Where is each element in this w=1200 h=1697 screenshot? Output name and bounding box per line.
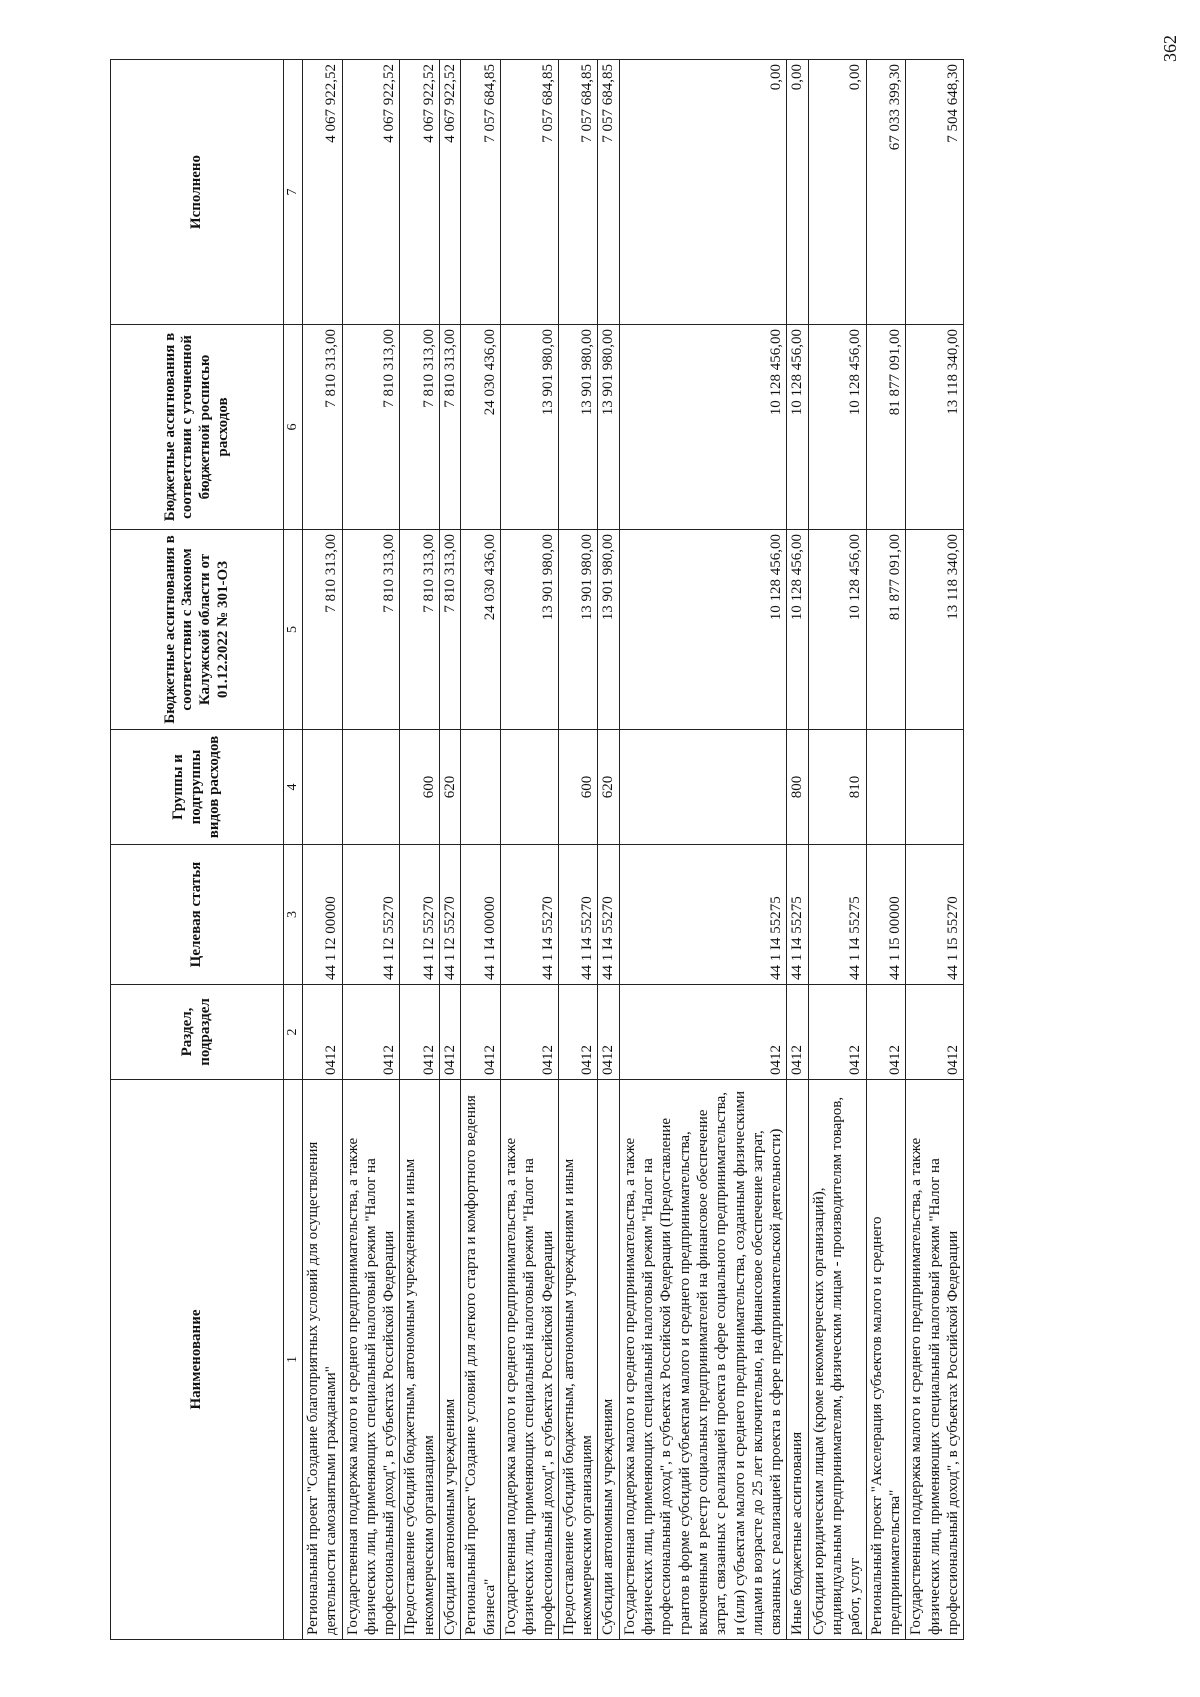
cell-refined-amount: 10 128 456,00 [808, 325, 866, 530]
cell-section: 0412 [400, 985, 440, 1080]
cell-law-amount: 13 118 340,00 [906, 530, 964, 730]
cell-refined-amount: 7 810 313,00 [303, 325, 343, 530]
cell-refined-amount: 13 118 340,00 [906, 325, 964, 530]
cell-group [303, 730, 343, 845]
header-group: Группы и подгруппы видов расходов [111, 730, 284, 845]
cell-target: 44 1 I4 55275 [619, 845, 787, 985]
cell-section: 0412 [558, 985, 598, 1080]
cell-section: 0412 [906, 985, 964, 1080]
cell-name: Региональный проект "Создание условий для легкого старта и комфортного ведения бизнеса" [461, 1080, 501, 1640]
cell-refined-amount: 13 901 980,00 [598, 325, 619, 530]
cell-law-amount: 10 128 456,00 [808, 530, 866, 730]
table-row [787, 60, 808, 1640]
table-row [500, 60, 558, 1640]
cell-law-amount: 7 810 313,00 [400, 530, 440, 730]
cell-target: 44 1 I4 55270 [558, 845, 598, 985]
cell-refined-amount: 7 810 313,00 [440, 325, 461, 530]
cell-group: 800 [787, 730, 808, 845]
column-number: 2 [284, 985, 303, 1080]
cell-group: 620 [440, 730, 461, 845]
cell-executed-amount: 7 057 684,85 [500, 60, 558, 325]
cell-group [866, 730, 906, 845]
cell-group: 810 [808, 730, 866, 845]
cell-name: Иные бюджетные ассигнования [787, 1080, 808, 1640]
cell-law-amount: 13 901 980,00 [598, 530, 619, 730]
cell-target: 44 1 I2 55270 [342, 845, 400, 985]
cell-group [619, 730, 787, 845]
budget-table [110, 59, 964, 1640]
cell-target: 44 1 I4 55270 [598, 845, 619, 985]
cell-name: Региональный проект "Акселерация субъектов малого и среднего предпринимательства" [866, 1080, 906, 1640]
cell-executed-amount: 0,00 [808, 60, 866, 325]
cell-section: 0412 [461, 985, 501, 1080]
cell-section: 0412 [303, 985, 343, 1080]
column-number: 6 [284, 325, 303, 530]
cell-refined-amount: 10 128 456,00 [619, 325, 787, 530]
header-executed: Исполнено [111, 60, 284, 325]
cell-section: 0412 [440, 985, 461, 1080]
cell-group: 600 [558, 730, 598, 845]
cell-name: Субсидии юридическим лицам (кроме некоммерческих организаций), индивидуальным предпринимателям, физическим лицам - производителям товаров, работ, услуг [808, 1080, 866, 1640]
cell-executed-amount: 0,00 [787, 60, 808, 325]
column-number: 5 [284, 530, 303, 730]
cell-group [500, 730, 558, 845]
cell-refined-amount: 81 877 091,00 [866, 325, 906, 530]
cell-section: 0412 [500, 985, 558, 1080]
cell-name: Субсидии автономным учреждениям [598, 1080, 619, 1640]
header-refined: Бюджетные ассигнования в соответствии с уточненной бюджетной росписью расходов [111, 325, 284, 530]
column-number: 7 [284, 60, 303, 325]
cell-refined-amount: 7 810 313,00 [400, 325, 440, 530]
cell-executed-amount: 67 033 399,30 [866, 60, 906, 325]
cell-law-amount: 10 128 456,00 [787, 530, 808, 730]
cell-group [461, 730, 501, 845]
cell-executed-amount: 7 504 648,30 [906, 60, 964, 325]
cell-target: 44 1 I4 55270 [500, 845, 558, 985]
cell-executed-amount: 7 057 684,85 [598, 60, 619, 325]
cell-executed-amount: 7 057 684,85 [461, 60, 501, 325]
cell-executed-amount: 4 067 922,52 [303, 60, 343, 325]
cell-refined-amount: 13 901 980,00 [500, 325, 558, 530]
table-row [558, 60, 598, 1640]
cell-name: Государственная поддержка малого и среднего предпринимательства, а также физических лиц, применяющих специальный налоговый режим "Налог на профессиональный доход", в субъектах Российской Федерации [342, 1080, 400, 1640]
table-row [619, 60, 787, 1640]
table-row [342, 60, 400, 1640]
cell-refined-amount: 24 030 436,00 [461, 325, 501, 530]
cell-target: 44 1 I2 55270 [400, 845, 440, 985]
cell-law-amount: 13 901 980,00 [500, 530, 558, 730]
cell-target: 44 1 I2 00000 [303, 845, 343, 985]
cell-name: Субсидии автономным учреждениям [440, 1080, 461, 1640]
cell-group [342, 730, 400, 845]
cell-section: 0412 [619, 985, 787, 1080]
cell-law-amount: 24 030 436,00 [461, 530, 501, 730]
table-row [866, 60, 906, 1640]
table-body [303, 60, 964, 1640]
column-number: 3 [284, 845, 303, 985]
page-number: 362 [1160, 35, 1180, 62]
cell-executed-amount: 4 067 922,52 [440, 60, 461, 325]
cell-name: Региональный проект "Создание благоприятных условий для осуществления деятельности самозанятыми гражданами" [303, 1080, 343, 1640]
cell-target: 44 1 I4 55275 [808, 845, 866, 985]
cell-executed-amount: 7 057 684,85 [558, 60, 598, 325]
cell-refined-amount: 10 128 456,00 [787, 325, 808, 530]
cell-group [906, 730, 964, 845]
cell-name: Государственная поддержка малого и среднего предпринимательства, а также физических лиц, применяющих специальный налоговый режим "Налог на профессиональный доход", в субъектах Российской Федерации [500, 1080, 558, 1640]
cell-group: 600 [400, 730, 440, 845]
cell-section: 0412 [787, 985, 808, 1080]
table-row [461, 60, 501, 1640]
cell-name: Предоставление субсидий бюджетным, автономным учреждениям и иным некоммерческим организациям [558, 1080, 598, 1640]
cell-name: Государственная поддержка малого и среднего предпринимательства, а также физических лиц, применяющих специальный налоговый режим "Налог на профессиональный доход", в субъектах Российской Федерации [906, 1080, 964, 1640]
cell-target: 44 1 I5 55270 [906, 845, 964, 985]
cell-law-amount: 7 810 313,00 [303, 530, 343, 730]
cell-executed-amount: 0,00 [619, 60, 787, 325]
cell-law-amount: 7 810 313,00 [342, 530, 400, 730]
cell-target: 44 1 I4 55275 [787, 845, 808, 985]
header-target: Целевая статья [111, 845, 284, 985]
table-row [400, 60, 440, 1640]
cell-target: 44 1 I5 00000 [866, 845, 906, 985]
table-row [440, 60, 461, 1640]
header-law: Бюджетные ассигнования в соответствии с Законом Калужской области от 01.12.2022 № 301-ОЗ [111, 530, 284, 730]
cell-section: 0412 [598, 985, 619, 1080]
cell-law-amount: 13 901 980,00 [558, 530, 598, 730]
table-row [906, 60, 964, 1640]
cell-target: 44 1 I2 55270 [440, 845, 461, 985]
cell-section: 0412 [342, 985, 400, 1080]
table-row [303, 60, 343, 1640]
column-number: 1 [284, 1080, 303, 1640]
cell-section: 0412 [808, 985, 866, 1080]
column-number: 4 [284, 730, 303, 845]
header-section: Раздел, подраздел [111, 985, 284, 1080]
table-row [598, 60, 619, 1640]
cell-name: Предоставление субсидий бюджетным, автономным учреждениям и иным некоммерческим организациям [400, 1080, 440, 1640]
cell-law-amount: 10 128 456,00 [619, 530, 787, 730]
rotated-table-wrapper [110, 60, 1090, 1640]
cell-law-amount: 7 810 313,00 [440, 530, 461, 730]
table-row [808, 60, 866, 1640]
cell-law-amount: 81 877 091,00 [866, 530, 906, 730]
header-name: Наименование [111, 1080, 284, 1640]
cell-refined-amount: 13 901 980,00 [558, 325, 598, 530]
cell-name: Государственная поддержка малого и среднего предпринимательства, а также физических лиц, применяющих специальный налоговый режим "Налог на профессиональный доход", в субъектах Российской Федерации (Предоставление грантов в форме субсидий субъектам малого и среднего предпринимательства, включенным в реестр социальных предпринимателей на финансовое обеспечение затрат, связанных с реализацией проекта в сфере социального предпринимательства, и (или) субъектам малого и среднего предпринимательства, созданным физическими лицами в возрасте до 25 лет включительно, на финансовое обеспечение затрат, связанных с реализацией проекта в сфере предпринимательской деятельности) [619, 1080, 787, 1640]
column-number-row [284, 60, 303, 1640]
cell-refined-amount: 7 810 313,00 [342, 325, 400, 530]
cell-executed-amount: 4 067 922,52 [342, 60, 400, 325]
cell-group: 620 [598, 730, 619, 845]
cell-executed-amount: 4 067 922,52 [400, 60, 440, 325]
cell-section: 0412 [866, 985, 906, 1080]
table-header-row [111, 60, 284, 1640]
cell-target: 44 1 I4 00000 [461, 845, 501, 985]
